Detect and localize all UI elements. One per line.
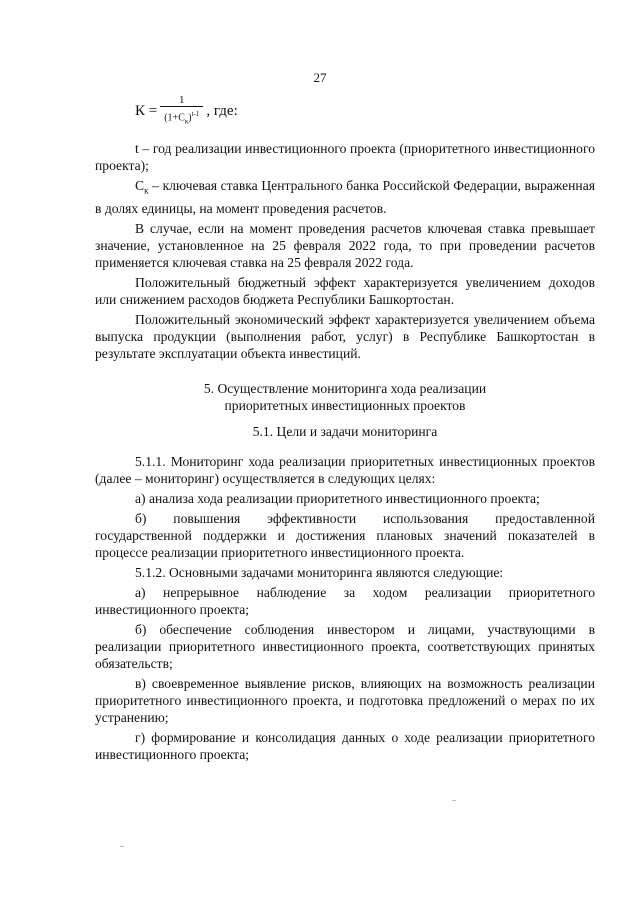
clause-5-1-2-b: б) обеспечение соблюдения инвестором и лицами, участвующими в реализации приоритетного инвестиционного проекта, соответствующих принятых обязательств; xyxy=(95,621,595,671)
clause-5-1-1-a: а) анализа хода реализации приоритетного инвестиционного проекта; xyxy=(135,490,540,506)
formula-fraction xyxy=(160,94,203,128)
formula-tail: , где: xyxy=(206,102,238,119)
scan-speck xyxy=(120,846,124,847)
discount-formula xyxy=(135,94,238,128)
clause-5-1-2-a: а) непрерывное наблюдение за ходом реализации приоритетного инвестиционного проекта; xyxy=(95,584,595,617)
fraction-numerator: 1 xyxy=(179,94,185,106)
clause-5-1-2: 5.1.2. Основными задачами мониторинга являются следующие: xyxy=(135,564,504,580)
paragraph-economic-effect: Положительный экономический эффект характеризуется увеличением объема выпуска продукции (выполнения работ, услуг) в Республике Башкортостан в результате эксплуатации объекта инвестиций. xyxy=(95,311,595,361)
document-body xyxy=(95,140,595,766)
paragraph-key-rate: В случае, если на момент проведения расчетов ключевая ставка превышает значение, установленное на 25 февраля 2022 года, то при проведении расчетов применяется ключевая ставка на 25 февраля 2022 года. xyxy=(95,220,595,270)
paragraph-budget-effect: Положительный бюджетный эффект характеризуется увеличением доходов или снижением расходов бюджета Республики Башкортостан. xyxy=(95,274,595,307)
scan-speck xyxy=(452,800,456,801)
clause-5-1-1-b: б) повышения эффективности использования предоставленной государственной поддержки и достижения плановых значений показателей в процессе реализации приоритетного инвестиционного проекта. xyxy=(95,510,595,560)
definition-ck: $С_к$ – ключевая ставка Центрального банка Российской Федерации, выраженная в долях единицы, на момент проведения расчетов. xyxy=(95,178,595,216)
clause-5-1-2-c: в) своевременное выявление рисков, влияющих на возможность реализации приоритетного инвестиционного проекта, и подготовка предложений о мерах по их устранению; xyxy=(95,675,595,725)
definition-t: t – год реализации инвестиционного проекта (приоритетного инвестиционного проекта); xyxy=(95,141,595,173)
clause-5-1-2-d: г) формирование и консолидация данных о ходе реализации приоритетного инвестиционного проекта; xyxy=(95,729,595,762)
section-title: 5. Осуществление мониторинга хода реализации приоритетных инвестиционных проектов xyxy=(203,380,487,413)
subsection-title: 5.1. Цели и задачи мониторинга xyxy=(252,423,438,439)
fraction-denominator: $(1+С_к)^{t-1}$ xyxy=(164,110,200,126)
clause-5-1-1: 5.1.1. Мониторинг хода реализации приоритетных инвестиционных проектов (далее – мониторинг) осуществляется в следующих целях: xyxy=(95,453,595,486)
formula-lhs: К = xyxy=(135,102,158,119)
page-number: 27 xyxy=(313,70,327,85)
